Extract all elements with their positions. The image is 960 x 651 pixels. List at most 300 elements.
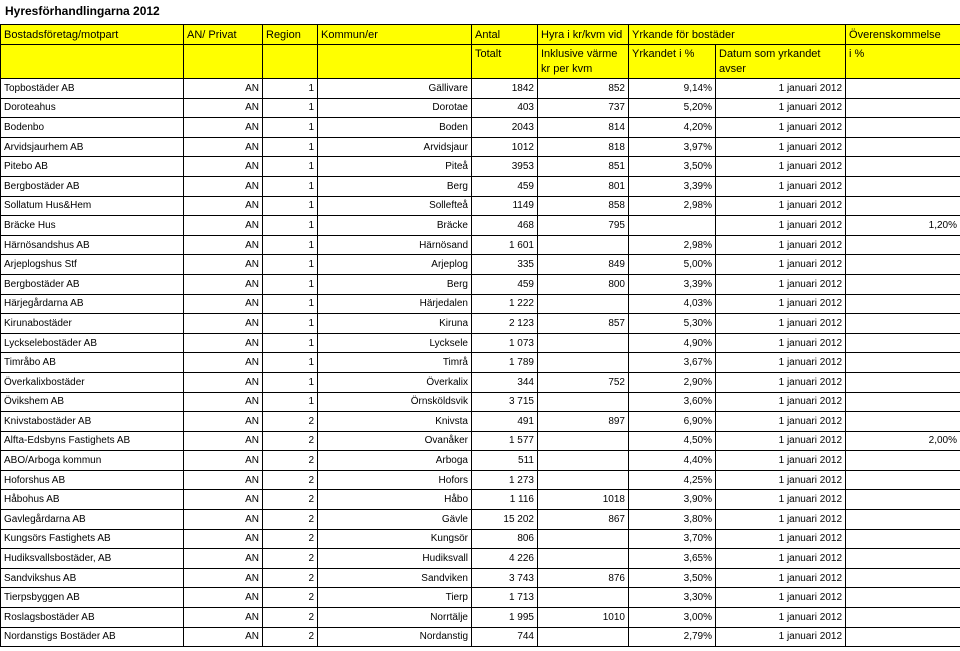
header-empty-1[interactable] [1, 45, 184, 79]
cell-antal[interactable]: 744 [472, 627, 538, 647]
cell-antal[interactable]: 2 123 [472, 314, 538, 334]
cell-region[interactable]: 1 [263, 235, 318, 255]
cell-pct[interactable]: 9,14% [629, 79, 716, 99]
cell-pct[interactable]: 2,98% [629, 196, 716, 216]
cell-antal[interactable]: 1842 [472, 79, 538, 99]
cell-pct[interactable]: 3,67% [629, 353, 716, 373]
cell-region[interactable]: 1 [263, 294, 318, 314]
cell-region[interactable]: 2 [263, 529, 318, 549]
cell-antal[interactable]: 1149 [472, 196, 538, 216]
table-row [1, 157, 960, 177]
cell-hyra[interactable]: 801 [538, 176, 629, 196]
cell-hyra[interactable] [538, 431, 629, 451]
header-inkl[interactable]: Inklusive värme kr per kvm [538, 45, 629, 79]
cell-hyra[interactable] [538, 451, 629, 471]
cell-overens[interactable] [846, 196, 960, 216]
cell-kommun[interactable]: Bräcke [318, 216, 472, 236]
cell-region[interactable]: 2 [263, 412, 318, 432]
cell-kommun[interactable]: Arvidsjaur [318, 137, 472, 157]
cell-pct[interactable]: 2,98% [629, 235, 716, 255]
cell-antal[interactable]: 335 [472, 255, 538, 275]
cell-hyra[interactable]: 795 [538, 216, 629, 236]
cell-company[interactable]: Knivstabostäder AB [1, 412, 184, 432]
cell-pct[interactable]: 4,03% [629, 294, 716, 314]
cell-company[interactable]: Härnösandshus AB [1, 235, 184, 255]
table-row [1, 216, 960, 236]
cell-an[interactable]: AN [184, 333, 263, 353]
cell-an[interactable]: AN [184, 118, 263, 138]
cell-datum[interactable]: 1 januari 2012 [716, 235, 846, 255]
header-pct[interactable]: i % [846, 45, 960, 79]
cell-antal[interactable]: 511 [472, 451, 538, 471]
cell-hyra[interactable] [538, 235, 629, 255]
cell-hyra[interactable]: 852 [538, 79, 629, 99]
cell-kommun[interactable]: Boden [318, 118, 472, 138]
cell-region[interactable]: 2 [263, 549, 318, 569]
cell-datum[interactable]: 1 januari 2012 [716, 314, 846, 334]
cell-an[interactable]: AN [184, 490, 263, 510]
cell-company[interactable]: Sollatum Hus&Hem [1, 196, 184, 216]
cell-antal[interactable]: 459 [472, 274, 538, 294]
header-totalt[interactable]: Totalt [472, 45, 538, 79]
table-row [1, 137, 960, 157]
cell-company[interactable]: Alfta-Edsbyns Fastighets AB [1, 431, 184, 451]
cell-an[interactable]: AN [184, 216, 263, 236]
cell-region[interactable]: 2 [263, 451, 318, 471]
cell-datum[interactable]: 1 januari 2012 [716, 431, 846, 451]
cell-company[interactable]: Kungsörs Fastighets AB [1, 529, 184, 549]
cell-an[interactable]: AN [184, 196, 263, 216]
cell-kommun[interactable]: Hofors [318, 470, 472, 490]
cell-antal[interactable]: 459 [472, 176, 538, 196]
cell-kommun[interactable]: Piteå [318, 157, 472, 177]
cell-company[interactable]: Hoforshus AB [1, 470, 184, 490]
table-row [1, 79, 960, 99]
header-region[interactable]: Region [263, 25, 318, 45]
table-row [1, 608, 960, 628]
cell-pct[interactable]: 3,50% [629, 568, 716, 588]
cell-datum[interactable]: 1 januari 2012 [716, 79, 846, 99]
cell-kommun[interactable]: Arjeplog [318, 255, 472, 275]
cell-hyra[interactable]: 1010 [538, 608, 629, 628]
cell-hyra[interactable] [538, 529, 629, 549]
cell-pct[interactable]: 3,80% [629, 510, 716, 530]
cell-overens[interactable]: 2,00% [846, 431, 960, 451]
cell-region[interactable]: 1 [263, 274, 318, 294]
cell-company[interactable]: Pitebo AB [1, 157, 184, 177]
cell-hyra[interactable]: 851 [538, 157, 629, 177]
cell-overens[interactable] [846, 235, 960, 255]
cell-an[interactable]: AN [184, 157, 263, 177]
cell-region[interactable]: 1 [263, 255, 318, 275]
cell-hyra[interactable]: 858 [538, 196, 629, 216]
cell-overens[interactable] [846, 608, 960, 628]
cell-region[interactable]: 1 [263, 196, 318, 216]
cell-region[interactable]: 2 [263, 470, 318, 490]
cell-antal[interactable]: 15 202 [472, 510, 538, 530]
table-row [1, 549, 960, 569]
cell-datum[interactable]: 1 januari 2012 [716, 568, 846, 588]
cell-pct[interactable]: 2,90% [629, 372, 716, 392]
cell-region[interactable]: 1 [263, 118, 318, 138]
cell-overens[interactable] [846, 98, 960, 118]
cell-kommun[interactable]: Sandviken [318, 568, 472, 588]
cell-kommun[interactable]: Härnösand [318, 235, 472, 255]
cell-region[interactable]: 1 [263, 79, 318, 99]
cell-datum[interactable]: 1 januari 2012 [716, 608, 846, 628]
cell-an[interactable]: AN [184, 98, 263, 118]
cell-an[interactable]: AN [184, 451, 263, 471]
cell-hyra[interactable]: 876 [538, 568, 629, 588]
table-row [1, 490, 960, 510]
cell-kommun[interactable]: Dorotae [318, 98, 472, 118]
cell-an[interactable]: AN [184, 372, 263, 392]
cell-overens[interactable] [846, 157, 960, 177]
cell-datum[interactable]: 1 januari 2012 [716, 216, 846, 236]
cell-overens[interactable] [846, 333, 960, 353]
cell-an[interactable]: AN [184, 510, 263, 530]
cell-datum[interactable]: 1 januari 2012 [716, 176, 846, 196]
cell-overens[interactable] [846, 79, 960, 99]
table-row [1, 510, 960, 530]
cell-hyra[interactable]: 897 [538, 412, 629, 432]
cell-antal[interactable]: 3 743 [472, 568, 538, 588]
cell-an[interactable]: AN [184, 431, 263, 451]
cell-an[interactable]: AN [184, 588, 263, 608]
cell-kommun[interactable]: Gällivare [318, 79, 472, 99]
cell-company[interactable]: Överkalixbostäder [1, 372, 184, 392]
cell-an[interactable]: AN [184, 255, 263, 275]
table-row [1, 568, 960, 588]
cell-pct[interactable]: 4,40% [629, 451, 716, 471]
cell-kommun[interactable]: Lycksele [318, 333, 472, 353]
cell-hyra[interactable] [538, 392, 629, 412]
cell-pct[interactable]: 5,20% [629, 98, 716, 118]
header-company[interactable]: Bostadsföretag/motpart [1, 25, 184, 45]
cell-antal[interactable]: 1 577 [472, 431, 538, 451]
cell-hyra[interactable]: 737 [538, 98, 629, 118]
cell-datum[interactable]: 1 januari 2012 [716, 372, 846, 392]
cell-kommun[interactable]: Kungsör [318, 529, 472, 549]
cell-kommun[interactable]: Berg [318, 176, 472, 196]
cell-antal[interactable]: 1 789 [472, 353, 538, 373]
cell-region[interactable]: 1 [263, 314, 318, 334]
cell-kommun[interactable]: Arboga [318, 451, 472, 471]
cell-datum[interactable]: 1 januari 2012 [716, 333, 846, 353]
cell-region[interactable]: 2 [263, 510, 318, 530]
cell-pct[interactable]: 3,39% [629, 274, 716, 294]
cell-company[interactable]: Kirunabostäder [1, 314, 184, 334]
cell-company[interactable]: Bergbostäder AB [1, 176, 184, 196]
cell-region[interactable]: 2 [263, 568, 318, 588]
cell-region[interactable]: 1 [263, 137, 318, 157]
cell-antal[interactable]: 1 273 [472, 470, 538, 490]
cell-an[interactable]: AN [184, 314, 263, 334]
cell-an[interactable]: AN [184, 549, 263, 569]
cell-pct[interactable]: 4,50% [629, 431, 716, 451]
table-row [1, 294, 960, 314]
cell-hyra[interactable] [538, 294, 629, 314]
cell-region[interactable]: 2 [263, 608, 318, 628]
cell-overens[interactable] [846, 510, 960, 530]
cell-overens[interactable] [846, 549, 960, 569]
table-row [1, 588, 960, 608]
cell-an[interactable]: AN [184, 353, 263, 373]
cell-kommun[interactable]: Håbo [318, 490, 472, 510]
cell-pct[interactable]: 5,00% [629, 255, 716, 275]
cell-company[interactable]: Nordanstigs Bostäder AB [1, 627, 184, 647]
sheet-title: Hyresförhandlingarna 2012 [5, 4, 160, 18]
cell-region[interactable]: 2 [263, 627, 318, 647]
cell-company[interactable]: ABO/Arboga kommun [1, 451, 184, 471]
header-overens[interactable]: Överenskommelse [846, 25, 960, 45]
header-row-1 [1, 25, 960, 45]
cell-antal[interactable]: 1 222 [472, 294, 538, 314]
cell-kommun[interactable]: Knivsta [318, 412, 472, 432]
cell-datum[interactable]: 1 januari 2012 [716, 451, 846, 471]
cell-region[interactable]: 1 [263, 353, 318, 373]
cell-overens[interactable] [846, 372, 960, 392]
header-an[interactable]: AN/ Privat [184, 25, 263, 45]
cell-hyra[interactable] [538, 588, 629, 608]
cell-kommun[interactable]: Ovanåker [318, 431, 472, 451]
cell-company[interactable]: Lyckselebostäder AB [1, 333, 184, 353]
cell-overens[interactable] [846, 451, 960, 471]
cell-pct[interactable]: 4,20% [629, 118, 716, 138]
cell-hyra[interactable]: 800 [538, 274, 629, 294]
cell-antal[interactable]: 1 601 [472, 235, 538, 255]
cell-antal[interactable]: 806 [472, 529, 538, 549]
cell-antal[interactable]: 1 116 [472, 490, 538, 510]
cell-antal[interactable]: 491 [472, 412, 538, 432]
cell-an[interactable]: AN [184, 294, 263, 314]
cell-overens[interactable] [846, 118, 960, 138]
cell-antal[interactable]: 468 [472, 216, 538, 236]
cell-overens[interactable] [846, 588, 960, 608]
cell-datum[interactable]: 1 januari 2012 [716, 274, 846, 294]
cell-hyra[interactable]: 849 [538, 255, 629, 275]
cell-overens[interactable] [846, 255, 960, 275]
cell-overens[interactable] [846, 294, 960, 314]
cell-region[interactable]: 2 [263, 490, 318, 510]
cell-kommun[interactable]: Hudiksvall [318, 549, 472, 569]
cell-hyra[interactable]: 857 [538, 314, 629, 334]
cell-antal[interactable]: 1 713 [472, 588, 538, 608]
header-empty-3[interactable] [263, 45, 318, 79]
cell-datum[interactable]: 1 januari 2012 [716, 157, 846, 177]
cell-overens[interactable] [846, 470, 960, 490]
cell-pct[interactable]: 6,90% [629, 412, 716, 432]
cell-company[interactable]: Roslagsbostäder AB [1, 608, 184, 628]
cell-region[interactable]: 1 [263, 157, 318, 177]
cell-overens[interactable] [846, 392, 960, 412]
cell-kommun[interactable]: Kiruna [318, 314, 472, 334]
cell-pct[interactable]: 4,25% [629, 470, 716, 490]
cell-overens[interactable] [846, 137, 960, 157]
cell-hyra[interactable] [538, 549, 629, 569]
table-row [1, 314, 960, 334]
cell-datum[interactable]: 1 januari 2012 [716, 118, 846, 138]
cell-company[interactable]: Hudiksvallsbostäder, AB [1, 549, 184, 569]
cell-pct[interactable]: 3,00% [629, 608, 716, 628]
cell-company[interactable]: Gavlegårdarna AB [1, 510, 184, 530]
cell-kommun[interactable]: Överkalix [318, 372, 472, 392]
cell-company[interactable]: Övikshem AB [1, 392, 184, 412]
cell-antal[interactable]: 1 995 [472, 608, 538, 628]
table-row [1, 412, 960, 432]
cell-company[interactable]: Bodenbo [1, 118, 184, 138]
cell-company[interactable]: Arvidsjaurhem AB [1, 137, 184, 157]
cell-overens[interactable] [846, 314, 960, 334]
cell-region[interactable]: 1 [263, 98, 318, 118]
header-yrkande-pct[interactable]: Yrkandet i % [629, 45, 716, 79]
cell-datum[interactable]: 1 januari 2012 [716, 294, 846, 314]
cell-overens[interactable] [846, 627, 960, 647]
cell-kommun[interactable]: Sollefteå [318, 196, 472, 216]
cell-company[interactable]: Bräcke Hus [1, 216, 184, 236]
cell-region[interactable]: 1 [263, 392, 318, 412]
cell-hyra[interactable] [538, 353, 629, 373]
cell-datum[interactable]: 1 januari 2012 [716, 510, 846, 530]
cell-company[interactable]: Arjeplogshus Stf [1, 255, 184, 275]
cell-datum[interactable]: 1 januari 2012 [716, 627, 846, 647]
header-hyra[interactable]: Hyra i kr/kvm vid [538, 25, 629, 45]
cell-pct[interactable]: 3,70% [629, 529, 716, 549]
cell-overens[interactable] [846, 274, 960, 294]
cell-an[interactable]: AN [184, 79, 263, 99]
cell-kommun[interactable]: Härjedalen [318, 294, 472, 314]
cell-an[interactable]: AN [184, 274, 263, 294]
table-row [1, 470, 960, 490]
cell-kommun[interactable]: Tierp [318, 588, 472, 608]
cell-region[interactable]: 1 [263, 176, 318, 196]
cell-overens[interactable] [846, 490, 960, 510]
cell-overens[interactable] [846, 353, 960, 373]
cell-hyra[interactable]: 1018 [538, 490, 629, 510]
cell-antal[interactable]: 403 [472, 98, 538, 118]
cell-an[interactable]: AN [184, 627, 263, 647]
table-row [1, 392, 960, 412]
cell-antal[interactable]: 344 [472, 372, 538, 392]
cell-datum[interactable]: 1 januari 2012 [716, 588, 846, 608]
cell-pct[interactable]: 3,30% [629, 588, 716, 608]
cell-kommun[interactable]: Örnsköldsvik [318, 392, 472, 412]
header-empty-2[interactable] [184, 45, 263, 79]
cell-pct[interactable]: 3,65% [629, 549, 716, 569]
cell-overens[interactable] [846, 412, 960, 432]
cell-region[interactable]: 1 [263, 333, 318, 353]
cell-antal[interactable]: 3 715 [472, 392, 538, 412]
cell-antal[interactable]: 1012 [472, 137, 538, 157]
header-yrkande[interactable]: Yrkande för bostäder [629, 25, 846, 45]
cell-an[interactable]: AN [184, 608, 263, 628]
cell-datum[interactable]: 1 januari 2012 [716, 392, 846, 412]
table-row [1, 353, 960, 373]
cell-pct[interactable]: 3,39% [629, 176, 716, 196]
cell-kommun[interactable]: Nordanstig [318, 627, 472, 647]
cell-datum[interactable]: 1 januari 2012 [716, 196, 846, 216]
cell-antal[interactable]: 4 226 [472, 549, 538, 569]
cell-an[interactable]: AN [184, 176, 263, 196]
cell-pct[interactable]: 3,50% [629, 157, 716, 177]
cell-hyra[interactable]: 752 [538, 372, 629, 392]
cell-overens[interactable] [846, 568, 960, 588]
cell-company[interactable]: Timråbo AB [1, 353, 184, 373]
cell-hyra[interactable] [538, 333, 629, 353]
cell-company[interactable]: Tierpsbyggen AB [1, 588, 184, 608]
header-kommun[interactable]: Kommun/er [318, 25, 472, 45]
cell-kommun[interactable]: Timrå [318, 353, 472, 373]
cell-region[interactable]: 1 [263, 216, 318, 236]
cell-pct[interactable]: 2,79% [629, 627, 716, 647]
cell-company[interactable]: Doroteahus [1, 98, 184, 118]
cell-overens[interactable] [846, 529, 960, 549]
cell-datum[interactable]: 1 januari 2012 [716, 137, 846, 157]
cell-hyra[interactable] [538, 470, 629, 490]
cell-datum[interactable]: 1 januari 2012 [716, 255, 846, 275]
cell-an[interactable]: AN [184, 235, 263, 255]
cell-overens[interactable]: 1,20% [846, 216, 960, 236]
cell-region[interactable]: 2 [263, 431, 318, 451]
cell-company[interactable]: Bergbostäder AB [1, 274, 184, 294]
cell-datum[interactable]: 1 januari 2012 [716, 353, 846, 373]
cell-pct[interactable]: 3,97% [629, 137, 716, 157]
cell-datum[interactable]: 1 januari 2012 [716, 549, 846, 569]
header-row-2 [1, 45, 960, 79]
cell-datum[interactable]: 1 januari 2012 [716, 470, 846, 490]
cell-region[interactable]: 1 [263, 372, 318, 392]
cell-datum[interactable]: 1 januari 2012 [716, 529, 846, 549]
cell-region[interactable]: 2 [263, 588, 318, 608]
cell-antal[interactable]: 2043 [472, 118, 538, 138]
cell-kommun[interactable]: Norrtälje [318, 608, 472, 628]
cell-hyra[interactable] [538, 627, 629, 647]
cell-an[interactable]: AN [184, 137, 263, 157]
cell-pct[interactable]: 3,90% [629, 490, 716, 510]
cell-an[interactable]: AN [184, 392, 263, 412]
cell-an[interactable]: AN [184, 568, 263, 588]
cell-hyra[interactable]: 814 [538, 118, 629, 138]
cell-kommun[interactable]: Gävle [318, 510, 472, 530]
header-datum[interactable]: Datum som yrkandet avser [716, 45, 846, 79]
cell-kommun[interactable]: Berg [318, 274, 472, 294]
cell-company[interactable]: Härjegårdarna AB [1, 294, 184, 314]
header-empty-4[interactable] [318, 45, 472, 79]
cell-hyra[interactable]: 867 [538, 510, 629, 530]
cell-an[interactable]: AN [184, 412, 263, 432]
cell-datum[interactable]: 1 januari 2012 [716, 412, 846, 432]
cell-company[interactable]: Håbohus AB [1, 490, 184, 510]
cell-pct[interactable]: 3,60% [629, 392, 716, 412]
cell-datum[interactable]: 1 januari 2012 [716, 490, 846, 510]
cell-hyra[interactable]: 818 [538, 137, 629, 157]
cell-antal[interactable]: 3953 [472, 157, 538, 177]
cell-company[interactable]: Topbostäder AB [1, 79, 184, 99]
cell-an[interactable]: AN [184, 470, 263, 490]
cell-pct[interactable]: 4,90% [629, 333, 716, 353]
header-antal[interactable]: Antal [472, 25, 538, 45]
table-row [1, 333, 960, 353]
table-row [1, 431, 960, 451]
cell-pct[interactable]: 5,30% [629, 314, 716, 334]
cell-datum[interactable]: 1 januari 2012 [716, 98, 846, 118]
cell-antal[interactable]: 1 073 [472, 333, 538, 353]
table-row [1, 118, 960, 138]
cell-company[interactable]: Sandvikshus AB [1, 568, 184, 588]
cell-overens[interactable] [846, 176, 960, 196]
cell-an[interactable]: AN [184, 529, 263, 549]
cell-pct[interactable] [629, 216, 716, 236]
